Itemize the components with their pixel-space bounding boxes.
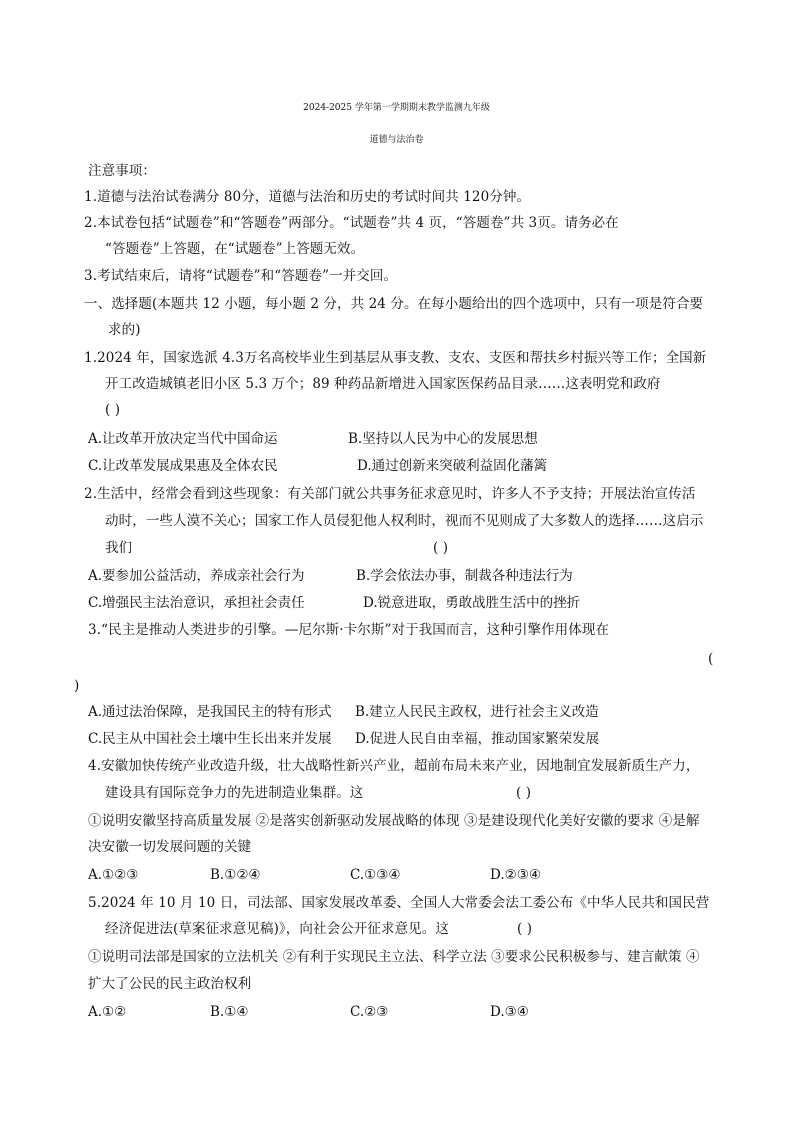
q1-stem-line1: 1.2024 年，国家选派 4.3万名高校毕业生到基层从事支教、支农、支医和帮扶乡村振兴等工作；全国新	[84, 350, 707, 366]
q1-option-a: A.让改革开放决定当代中国命运	[88, 431, 278, 447]
q4-option-a: A.①②③	[88, 867, 139, 883]
section-heading-line1: 一、选择题(本题共 12 小题，每小题 2 分，共 24 分。在每小题给出的四个选项中，只有一项是符合要	[84, 296, 704, 312]
q3-option-b: B.建立人民民主政权，进行社会主义改造	[355, 704, 599, 720]
q3-option-c: C.民主从中国社会土壤中生长出来并发展	[88, 731, 332, 747]
q2-stem-line3: 我们	[105, 540, 133, 556]
q2-answer-bracket: ( )	[433, 540, 449, 556]
q5-statements-line1: ①说明司法部是国家的立法机关 ②有利于实现民主立法、科学立法 ③要求公民积极参与、建言献策 ④	[88, 949, 700, 965]
q5-statements-line2: 扩大了公民的民主政治权利	[88, 976, 252, 992]
q3-option-a: A.通过法治保障，是我国民主的特有形式	[88, 704, 332, 720]
q3-option-d: D.促进人民自由幸福，推动国家繁荣发展	[355, 731, 600, 747]
q4-stem-line1: 4.安徽加快传统产业改造升级，壮大战略性新兴产业，超前布局未来产业，因地制宜发展新质生产力，	[88, 758, 700, 774]
q1-option-d: D.通过创新来突破利益固化藩篱	[357, 458, 548, 474]
notice-item-1: 1.道德与法治试卷满分 80分，道德与法治和历史的考试时间共 120分钟。	[84, 189, 531, 205]
q5-stem-line1: 5.2024 年 10 月 10 日，司法部、国家发展改革委、全国人大常委会法工委公布《中华人民共和国民营	[88, 895, 710, 911]
q2-stem-line2: 动时，一些人漠不关心；国家工作人员侵犯他人权利时，视而不见则成了大多数人的选择……这启示	[105, 513, 704, 529]
q4-option-d: D.②③④	[490, 867, 541, 883]
exam-subtitle: 道德与法治卷	[369, 135, 424, 145]
notice-item-2-line1: 2.本试卷包括“试题卷”和“答题卷”两部分。“试题卷”共 4 页，“答题卷”共 3页。请务必在	[84, 215, 619, 231]
q5-option-a: A.①②	[88, 1004, 127, 1020]
q3-bracket-close: )	[74, 678, 80, 694]
q4-statements-line2: 决安徽一切发展问题的关键	[88, 839, 252, 855]
q1-stem-line2: 开工改造城镇老旧小区 5.3 万个；89 种药品新增进入国家医保药品目录……这表明党和政府	[105, 376, 661, 392]
q5-answer-bracket: ( )	[517, 921, 533, 937]
q1-option-b: B.坚持以人民为中心的发展思想	[348, 431, 538, 447]
q4-statements-line1: ①说明安徽坚持高质量发展 ②是落实创新驱动发展战略的体现 ③是建设现代化美好安徽的要求 ④是解	[88, 813, 700, 829]
q4-stem-line2: 建设具有国际竞争力的先进制造业集群。这	[105, 785, 364, 801]
q4-option-b: B.①②④	[210, 867, 261, 883]
q5-stem-line2: 经济促进法(草案征求意见稿)》，向社会公开征求意见。这	[105, 921, 449, 937]
q2-stem-line1: 2.生活中，经常会看到这些现象：有关部门就公共事务征求意见时，许多人不予支持；开展法治宣传活	[84, 486, 696, 502]
q5-option-d: D.③④	[490, 1004, 529, 1020]
notice-item-3: 3.考试结束后，请将“试题卷”和“答题卷”一并交回。	[84, 268, 398, 284]
q5-option-c: C.②③	[350, 1004, 389, 1020]
section-heading-line2: 求的)	[108, 322, 141, 338]
q2-option-a: A.要参加公益活动，养成亲社会行为	[88, 568, 305, 584]
notice-item-2-line2: “答题卷”上答题，在“试题卷”上答题无效。	[105, 241, 365, 257]
notice-heading: 注意事项：	[88, 163, 156, 179]
q1-option-c: C.让改革发展成果惠及全体农民	[88, 458, 278, 474]
q4-answer-bracket: ( )	[516, 785, 532, 801]
q3-bracket-open: (	[708, 651, 714, 667]
q2-option-c: C.增强民主法治意识，承担社会责任	[88, 595, 305, 611]
q2-option-b: B.学会依法办事，制裁各种违法行为	[356, 568, 573, 584]
q4-option-c: C.①③④	[350, 867, 401, 883]
q5-option-b: B.①④	[210, 1004, 249, 1020]
q2-option-d: D.锐意进取，勇敢战胜生活中的挫折	[363, 595, 581, 611]
exam-title: 2024-2025 学年第一学期期末教学监测九年级	[303, 103, 490, 113]
q3-stem-line1: 3.“民主是推动人类进步的引擎。—尼尔斯·卡尔斯”对于我国而言，这种引擎作用体现在	[88, 622, 610, 638]
q1-answer-bracket: ( )	[105, 402, 121, 418]
